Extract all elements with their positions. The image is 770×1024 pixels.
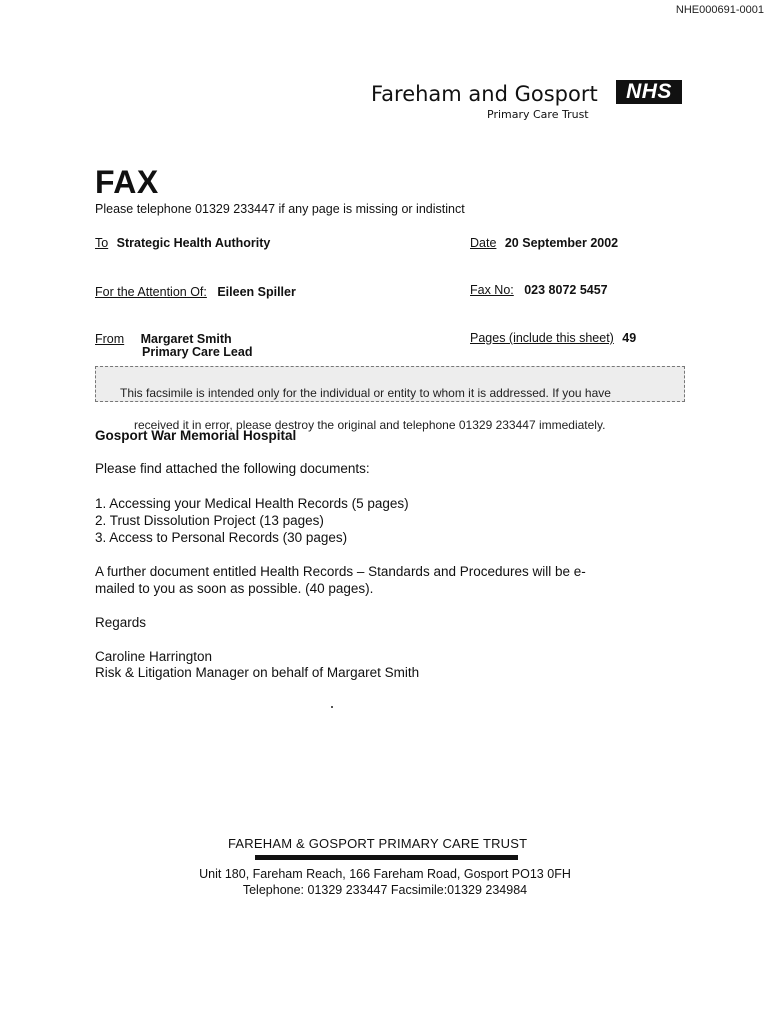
faxno-value: 023 8072 5457 [524,283,608,297]
footer-org-name: FAREHAM & GOSPORT PRIMARY CARE TRUST [228,836,528,851]
to-row [95,234,270,252]
further-document-line-2: mailed to you as soon as possible. (40 pages). [95,581,374,596]
further-document-line-1: A further document entitled Health Records – Standards and Procedures will be e- [95,564,586,579]
subject-heading: Gosport War Memorial Hospital [95,428,297,443]
footer-contact: Telephone: 01329 233447 Facsimile:01329 234984 [242,883,528,897]
pages-label: Pages (include this sheet) [470,331,614,345]
list-item: 2. Trust Dissolution Project (13 pages) [95,513,324,528]
org-subtitle: Primary Care Trust [487,108,589,121]
fax-title: FAX [95,164,159,200]
pages-row [470,329,636,347]
intro-text: Please find attached the following documents: [95,461,370,476]
from-title: Primary Care Lead [142,345,253,359]
from-name: Margaret Smith [140,332,232,346]
pages-value: 49 [622,331,637,345]
date-row [470,234,618,252]
footer-rule [255,855,518,860]
speck [331,706,333,708]
list-item: 3. Access to Personal Records (30 pages) [95,530,348,545]
to-label: To [95,236,109,250]
attention-label: For the Attention Of: [95,285,207,299]
nhs-logo: NHS [616,80,682,104]
org-name: Fareham and Gosport [371,82,598,106]
fax-instruction: Please telephone 01329 233447 if any page is missing or indistinct [95,202,465,216]
notice-line-1: This facsimile is intended only for the individual or entity to whom it is addressed. If you have [120,386,611,400]
date-value: 20 September 2002 [504,236,619,250]
from-label: From [95,332,125,346]
signer-title: Risk & Litigation Manager on behalf of Margaret Smith [95,665,420,680]
confidentiality-notice [95,366,685,432]
notice-line-2: received it in error, please destroy the original and telephone 01329 233447 immediately. [134,418,606,432]
attention-value: Eileen Spiller [217,285,296,299]
attention-row [95,283,296,301]
footer-address: Unit 180, Fareham Reach, 166 Fareham Road, Gosport PO13 0FH [199,867,571,881]
signer-name: Caroline Harrington [95,649,213,664]
footer-address-block [0,866,770,898]
regards-text: Regards [95,615,147,630]
faxno-label: Fax No: [470,283,514,297]
date-label: Date [470,236,497,250]
to-value: Strategic Health Authority [116,236,271,250]
list-item: 1. Accessing your Medical Health Records (5 pages) [95,496,409,511]
faxno-row [470,281,608,299]
document-id: NHE000691-0001 [675,4,764,16]
